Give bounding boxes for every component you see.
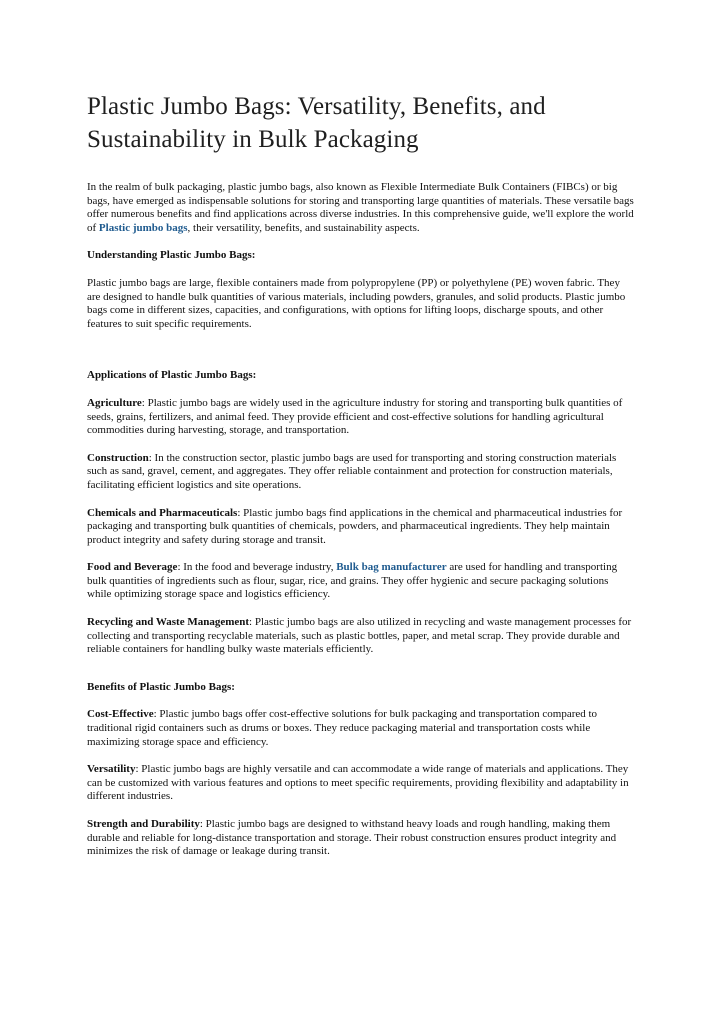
understanding-heading: Understanding Plastic Jumbo Bags: (87, 249, 256, 262)
description: : In the construction sector, plastic jumbo bags are used for transporting and storing construction materials such as sand, gravel, cement, and aggregates. They offer reliable containment and protection for construction materials, facilitating efficient logistics and site operations. (87, 451, 617, 491)
description: : Plastic jumbo bags offer cost-effective solutions for bulk packaging and transportation compared to traditional rigid containers such as drums or boxes. They reduce packaging material and transportation costs while maximizing storage space and efficiency. (87, 708, 598, 748)
page-title: Plastic Jumbo Bags: Versatility, Benefits, and Sustainability in Bulk Packaging (87, 93, 546, 153)
application-food-beverage (87, 561, 635, 602)
description: : Plastic jumbo bags are widely used in the agriculture industry for storing and transporting bulk quantities of seeds, grains, fertilizers, and animal feed. They provide efficient and cost-effective solutions for handling agricultural commodities during harvesting, storage, and transportation. (87, 396, 623, 437)
term: Recycling and Waste Management (87, 616, 250, 629)
plastic-jumbo-bags-link[interactable]: Plastic jumbo bags (98, 221, 188, 234)
term: Versatility (87, 763, 136, 776)
application-construction (87, 452, 635, 493)
benefits-heading: Benefits of Plastic Jumbo Bags: (87, 680, 235, 693)
application-agriculture (87, 397, 635, 438)
application-chemicals (87, 507, 635, 548)
benefit-versatility (87, 763, 635, 804)
description-after: are used for handling and transporting bulk quantities of ingredients such as flour, sugar, rice, and grains. They offer hygienic and secure packaging solutions while optimizing storage space and logistics efficiency. (87, 561, 618, 601)
description: : Plastic jumbo bags are designed to withstand heavy loads and rough handling, making them durable and reliable for long-distance transportation and storage. Their robust construction ensures product integrity and minimizes the risk of damage or leakage during transit. (87, 818, 617, 858)
document-page (87, 90, 635, 859)
intro-text-before: In the realm of bulk packaging, plastic jumbo bags, also known as Flexible Intermediate Bulk Containers (FIBCs) or big bags, have emerged as indispensable solutions for storing and transporting large quantities of materials. These versatile bags offer numerous benefits and find applications across diverse industries. In this comprehensive guide, we'll explore the world of (87, 181, 634, 234)
term: Construction (87, 451, 149, 464)
intro-paragraph (87, 181, 635, 235)
term: Chemicals and Pharmaceuticals (87, 506, 238, 519)
description: : Plastic jumbo bags find applications in the chemical and pharmaceutical industries for packaging and transporting bulk quantities of chemicals, powders, and pharmaceutical ingredients. They help maintain product integrity and safety during storage and transit. (87, 506, 623, 546)
intro-text-after: , their versatility, benefits, and sustainability aspects. (187, 221, 420, 234)
understanding-paragraph: Plastic jumbo bags are large, flexible containers made from polypropylene (PP) or polyethylene (PE) woven fabric. They are designed to handle bulk quantities of various materials, including powders, granules, and solid products. Plastic jumbo bags come in different sizes, capacities, and configurations, with options for lifting loops, discharge spouts, and other features to suit specific requirements. (87, 276, 626, 330)
applications-heading: Applications of Plastic Jumbo Bags: (87, 369, 257, 382)
description: : Plastic jumbo bags are also utilized in recycling and waste management processes for collecting and transporting recyclable materials, such as plastic bottles, paper, and metal scrap. They provide durable and reliable containers for handling bulky waste materials efficiently. (87, 616, 632, 656)
bulk-bag-manufacturer-link[interactable]: Bulk bag manufacturer (336, 561, 447, 574)
application-recycling (87, 616, 635, 657)
description-before: : In the food and beverage industry, (177, 561, 337, 574)
benefit-cost-effective (87, 708, 635, 749)
term: Strength and Durability (87, 818, 200, 830)
benefit-strength-durability (87, 818, 635, 859)
term: Agriculture (87, 396, 142, 409)
description: : Plastic jumbo bags are highly versatile and can accommodate a wide range of materials and applications. They can be customized with various features and options to meet specific requirements, providing flexibility and adaptability in different industries. (87, 763, 629, 803)
term: Food and Beverage (87, 561, 178, 574)
term: Cost-Effective (87, 708, 154, 721)
